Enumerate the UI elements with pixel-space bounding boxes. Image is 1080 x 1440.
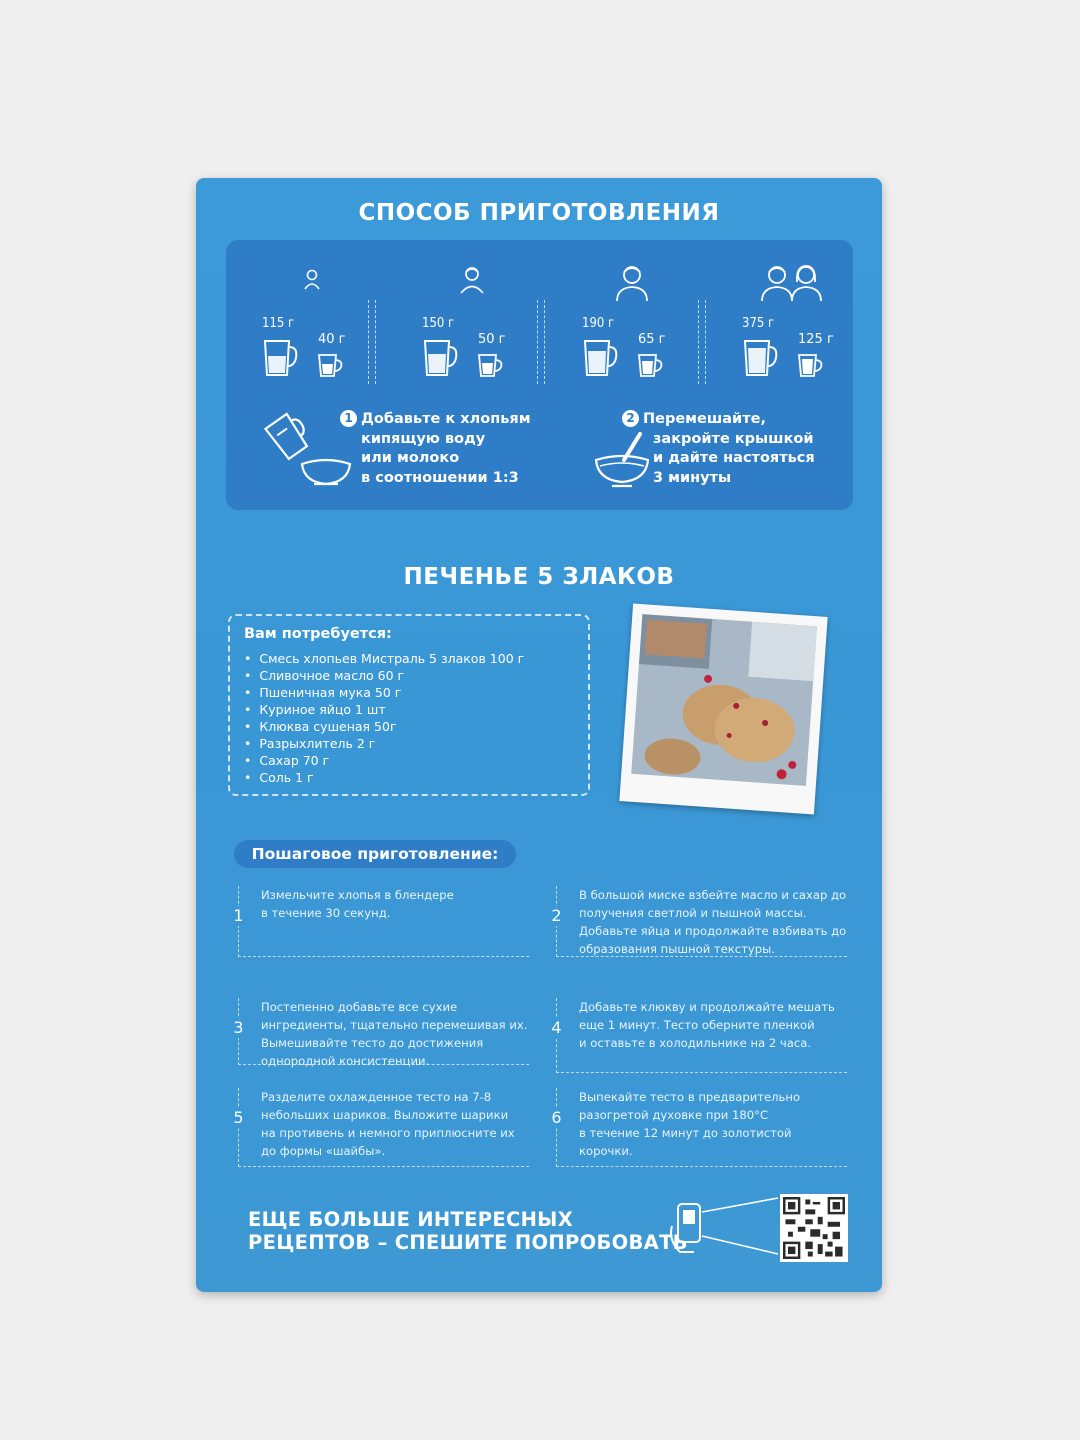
step-number: 4 bbox=[549, 1018, 564, 1038]
child-icon bbox=[402, 260, 542, 302]
method-title: СПОСОБ ПРИГОТОВЛЕНИЯ bbox=[358, 200, 720, 226]
cookie-image bbox=[631, 614, 817, 786]
phone-scan-icon bbox=[666, 1196, 782, 1258]
ingredient-item: • Сахар 70 г bbox=[244, 752, 524, 769]
water-cup-icon bbox=[796, 352, 824, 378]
flakes-weight: 150 г bbox=[422, 316, 455, 331]
portion-child bbox=[402, 260, 542, 380]
column-divider bbox=[698, 300, 706, 384]
water-cup-icon bbox=[476, 352, 504, 378]
water-cup-icon bbox=[636, 352, 664, 378]
ingredient-item: • Куриное яйцо 1 шт bbox=[244, 701, 524, 718]
water-weight: 50 г bbox=[478, 332, 506, 347]
ingredients-title: Вам потребуется: bbox=[244, 626, 392, 642]
ingredients-list bbox=[244, 650, 524, 786]
step-number: 5 bbox=[231, 1108, 246, 1128]
measuring-jug-icon bbox=[422, 336, 460, 378]
measuring-jug-icon bbox=[582, 336, 620, 378]
ingredient-item: • Сливочное масло 60 г bbox=[244, 667, 524, 684]
step-number: 2 bbox=[622, 410, 639, 427]
water-weight: 125 г bbox=[798, 332, 834, 347]
water-weight: 40 г bbox=[318, 332, 346, 347]
measuring-jug-icon bbox=[742, 336, 780, 378]
cookie-photo bbox=[619, 603, 827, 814]
flakes-weight: 375 г bbox=[742, 316, 775, 331]
portion-two-adults bbox=[722, 260, 862, 380]
recipe-step-5: 5 Разделите охлажденное тесто на 7-8 небольших шариков. Выложите шарики на противень и немного приплюсните их до формы «шайбы». bbox=[238, 1088, 529, 1167]
column-divider bbox=[537, 300, 545, 384]
method-panel bbox=[226, 240, 853, 510]
method-step-1: 1 Добавьте к хлопьям кипящую воду или молоко в соотношении 1:3 bbox=[340, 410, 531, 488]
package-back bbox=[196, 178, 882, 1292]
step-number: 1 bbox=[231, 906, 246, 926]
qr-code[interactable] bbox=[780, 1194, 848, 1262]
portion-adult bbox=[562, 260, 702, 380]
step-number: 2 bbox=[549, 906, 564, 926]
recipe-step-2: 2 В большой миске взбейте масло и сахар до получения светлой и пышной массы. Добавьте яйца и продолжайте взбивать до образования пышной текстуры. bbox=[556, 886, 847, 957]
qr-code-icon bbox=[783, 1197, 845, 1259]
step-number: 1 bbox=[340, 410, 357, 427]
measuring-jug-icon bbox=[262, 336, 300, 378]
promo-text: ЕЩЕ БОЛЬШЕ ИНТЕРЕСНЫХ РЕЦЕПТОВ – СПЕШИТЕ ПОПРОБОВАТЬ bbox=[248, 1208, 688, 1254]
method-step-2: 2 Перемешайте, закройте крышкой и дайте настояться 3 минуты bbox=[622, 410, 815, 488]
flakes-weight: 190 г bbox=[582, 316, 615, 331]
ingredient-item: • Клюква сушеная 50г bbox=[244, 718, 524, 735]
water-weight: 65 г bbox=[638, 332, 666, 347]
flakes-weight: 115 г bbox=[262, 316, 295, 331]
ingredient-item: • Пшеничная мука 50 г bbox=[244, 684, 524, 701]
steps-title: Пошаговое приготовление: bbox=[234, 840, 516, 868]
recipe-step-6: 6 Выпекайте тесто в предварительно разогретой духовке при 180°С в течение 12 минут до золотистой корочки. bbox=[556, 1088, 847, 1167]
ingredients-box bbox=[228, 614, 590, 796]
recipe-step-1: 1 Измельчите хлопья в блендере в течение 30 секунд. bbox=[238, 886, 529, 957]
column-divider bbox=[368, 300, 376, 384]
adult-icon bbox=[562, 260, 702, 302]
baby-icon bbox=[242, 260, 382, 302]
ingredient-item: • Смесь хлопьев Мистраль 5 злаков 100 г bbox=[244, 650, 524, 667]
step-number: 3 bbox=[231, 1018, 246, 1038]
recipe-step-3: 3 Постепенно добавьте все сухие ингредиенты, тщательно перемешивая их. Вымешивайте тесто до достижения однородной консистенции. bbox=[238, 998, 529, 1065]
water-cup-icon bbox=[316, 352, 344, 378]
portion-child-small bbox=[242, 260, 382, 380]
recipe-title: ПЕЧЕНЬЕ 5 ЗЛАКОВ bbox=[403, 564, 675, 590]
two-adults-icon bbox=[722, 260, 862, 302]
ingredient-item: • Соль 1 г bbox=[244, 769, 524, 786]
step-number: 6 bbox=[549, 1108, 564, 1128]
recipe-step-4: 4 Добавьте клюкву и продолжайте мешать еще 1 минут. Тесто оберните пленкой и оставьте в холодильнике на 2 часа. bbox=[556, 998, 847, 1073]
ingredient-item: • Разрыхлитель 2 г bbox=[244, 735, 524, 752]
